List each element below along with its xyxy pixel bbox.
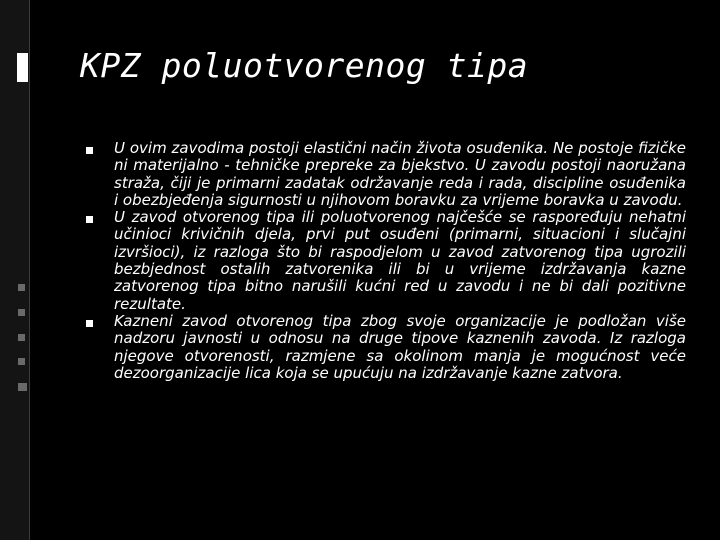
decor-square — [18, 383, 27, 391]
frame-divider-line — [29, 0, 30, 540]
bullet-item — [86, 209, 686, 313]
bullet-item — [86, 140, 686, 209]
decor-square — [18, 284, 25, 291]
title-accent-block — [17, 53, 28, 82]
bullet-item — [86, 313, 686, 382]
square-bullet-icon — [86, 216, 93, 223]
slide-title: KPZ poluotvorenog tipa — [80, 46, 529, 85]
bullet-text: U zavod otvorenog tipa ili poluotvorenog najčešće se raspoređuju nehatni učinioci krivičnih djela, prvi put osuđeni (primarni, situacioni i slučajni izvršioci), iz razloga što bi raspodjelom u zavod zatvorenog tipa ugrozili bezbjednost ostalih zatvorenika ili bi u vrijeme izdržavanja kazne zatvorenog tipa bitno narušili kućni red u zavodu i ne bi dali pozitivne rezultate. — [114, 208, 686, 313]
decor-square — [18, 358, 25, 365]
square-bullet-icon — [86, 147, 93, 154]
bullet-text: Kazneni zavod otvorenog tipa zbog svoje organizacije je podložan više nadzoru javnosti u odnosu na druge tipove kaznenih zavoda. Iz razloga njegove otvorenosti, razmjene sa okolinom manja je mogućnost veće dezoorganizacije lica koja se upućuju na izdržavanje kazne zatvora. — [114, 311, 686, 382]
square-bullet-icon — [86, 320, 93, 327]
bullet-list — [86, 140, 686, 382]
decor-square — [18, 309, 25, 316]
bullet-text: U ovim zavodima postoji elastični način života osuđenika. Ne postoje fizičke ni materijalno - tehničke prepreke za bjekstvo. U zavodu postoji naoružana straža, čiji je primarni zadatak održavanje reda i rada, discipline osuđenika i obezbjeđenja sigurnosti u njihovom boravku za vrijeme boravka u zavodu. — [114, 139, 686, 209]
decor-square — [18, 334, 25, 341]
